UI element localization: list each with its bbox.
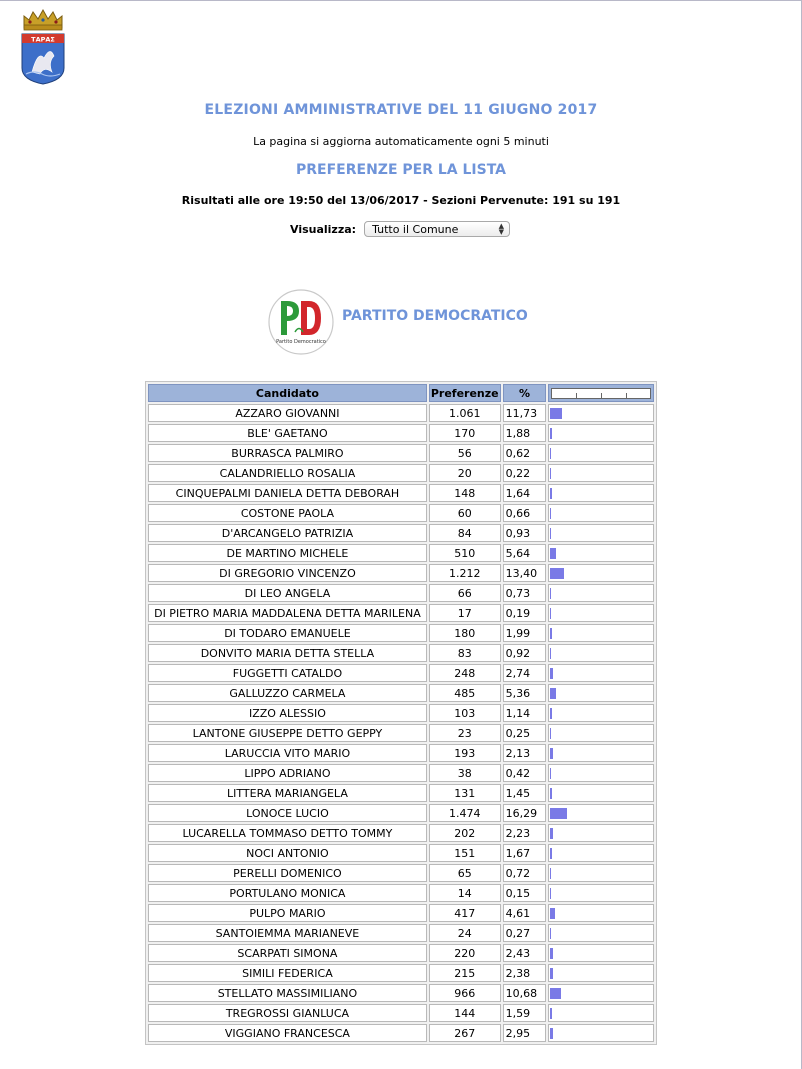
candidate-share-bar bbox=[550, 908, 555, 919]
candidate-percent: 1,14 bbox=[503, 704, 547, 722]
candidate-bar-cell bbox=[548, 984, 654, 1002]
candidate-preferences: 220 bbox=[429, 944, 501, 962]
candidate-share-bar bbox=[550, 728, 551, 739]
candidate-name: PORTULANO MONICA bbox=[148, 884, 427, 902]
table-row bbox=[147, 623, 655, 643]
section-title: PREFERENZE PER LA LISTA bbox=[296, 162, 506, 178]
candidate-percent: 2,13 bbox=[503, 744, 547, 762]
header-preferences: Preferenze bbox=[429, 384, 501, 402]
header-candidate: Candidato bbox=[148, 384, 427, 402]
candidate-share-bar bbox=[550, 548, 556, 559]
candidate-share-bar bbox=[550, 748, 552, 759]
candidate-bar-cell bbox=[548, 544, 654, 562]
candidate-preferences: 215 bbox=[429, 964, 501, 982]
candidate-name: AZZARO GIOVANNI bbox=[148, 404, 427, 422]
candidate-bar-cell bbox=[548, 844, 654, 862]
table-row bbox=[147, 483, 655, 503]
candidate-name: BURRASCA PALMIRO bbox=[148, 444, 427, 462]
candidate-preferences: 485 bbox=[429, 684, 501, 702]
candidate-bar-cell bbox=[548, 604, 654, 622]
table-header-row bbox=[147, 383, 655, 403]
candidate-preferences: 17 bbox=[429, 604, 501, 622]
candidate-share-bar bbox=[550, 1008, 552, 1019]
candidate-bar-cell bbox=[548, 644, 654, 662]
candidate-bar-cell bbox=[548, 1004, 654, 1022]
candidate-percent: 0,42 bbox=[503, 764, 547, 782]
candidate-name: LARUCCIA VITO MARIO bbox=[148, 744, 427, 762]
candidate-name: BLE' GAETANO bbox=[148, 424, 427, 442]
candidate-preferences: 20 bbox=[429, 464, 501, 482]
candidate-name: FUGGETTI CATALDO bbox=[148, 664, 427, 682]
candidate-bar-cell bbox=[548, 964, 654, 982]
candidate-percent: 2,23 bbox=[503, 824, 547, 842]
candidate-bar-cell bbox=[548, 944, 654, 962]
candidate-name: PERELLI DOMENICO bbox=[148, 864, 427, 882]
candidate-preferences: 65 bbox=[429, 864, 501, 882]
candidate-preferences: 84 bbox=[429, 524, 501, 542]
crest-text: ΤΑΡΑΣ bbox=[31, 35, 55, 44]
candidate-share-bar bbox=[550, 648, 551, 659]
candidate-share-bar bbox=[550, 488, 552, 499]
candidate-bar-cell bbox=[548, 824, 654, 842]
candidate-percent: 1,45 bbox=[503, 784, 547, 802]
candidate-percent: 2,43 bbox=[503, 944, 547, 962]
candidate-preferences: 966 bbox=[429, 984, 501, 1002]
candidate-name: LONOCE LUCIO bbox=[148, 804, 427, 822]
candidate-name: LUCARELLA TOMMASO DETTO TOMMY bbox=[148, 824, 427, 842]
candidate-preferences: 151 bbox=[429, 844, 501, 862]
candidate-bar-cell bbox=[548, 864, 654, 882]
candidate-name: VIGGIANO FRANCESCA bbox=[148, 1024, 427, 1042]
candidate-share-bar bbox=[550, 928, 551, 939]
refresh-notice: La pagina si aggiorna automaticamente ogni 5 minuti bbox=[253, 135, 549, 148]
party-logo-icon bbox=[268, 289, 334, 355]
candidate-share-bar bbox=[550, 568, 563, 579]
candidate-share-bar bbox=[550, 1028, 553, 1039]
candidate-share-bar bbox=[550, 588, 551, 599]
candidate-share-bar bbox=[550, 688, 555, 699]
candidate-name: CINQUEPALMI DANIELA DETTA DEBORAH bbox=[148, 484, 427, 502]
table-row bbox=[147, 843, 655, 863]
candidate-bar-cell bbox=[548, 484, 654, 502]
candidate-preferences: 131 bbox=[429, 784, 501, 802]
candidate-percent: 0,72 bbox=[503, 864, 547, 882]
table-row bbox=[147, 823, 655, 843]
candidate-name: NOCI ANTONIO bbox=[148, 844, 427, 862]
table-row bbox=[147, 523, 655, 543]
candidate-percent: 0,92 bbox=[503, 644, 547, 662]
candidate-bar-cell bbox=[548, 684, 654, 702]
candidate-share-bar bbox=[550, 988, 561, 999]
candidate-name: CALANDRIELLO ROSALIA bbox=[148, 464, 427, 482]
candidate-preferences: 144 bbox=[429, 1004, 501, 1022]
header-percent: % bbox=[503, 384, 547, 402]
candidate-share-bar bbox=[550, 888, 551, 899]
table-row bbox=[147, 783, 655, 803]
candidate-share-bar bbox=[550, 808, 566, 819]
candidate-share-bar bbox=[550, 668, 553, 679]
table-row bbox=[147, 503, 655, 523]
candidate-bar-cell bbox=[548, 464, 654, 482]
candidate-preferences: 24 bbox=[429, 924, 501, 942]
candidate-bar-cell bbox=[548, 764, 654, 782]
table-row bbox=[147, 603, 655, 623]
candidate-share-bar bbox=[550, 428, 552, 439]
table-row bbox=[147, 723, 655, 743]
table-row bbox=[147, 643, 655, 663]
candidate-share-bar bbox=[550, 708, 551, 719]
table-row bbox=[147, 763, 655, 783]
table-row bbox=[147, 443, 655, 463]
candidate-name: LIPPO ADRIANO bbox=[148, 764, 427, 782]
candidate-name: DE MARTINO MICHELE bbox=[148, 544, 427, 562]
candidate-percent: 1,67 bbox=[503, 844, 547, 862]
candidate-preferences: 56 bbox=[429, 444, 501, 462]
candidate-bar-cell bbox=[548, 744, 654, 762]
percent-scale-icon bbox=[551, 388, 651, 399]
candidate-percent: 0,93 bbox=[503, 524, 547, 542]
candidate-preferences: 170 bbox=[429, 424, 501, 442]
candidate-name: TREGROSSI GIANLUCA bbox=[148, 1004, 427, 1022]
candidate-name: SCARPATI SIMONA bbox=[148, 944, 427, 962]
candidate-percent: 16,29 bbox=[503, 804, 547, 822]
candidate-name: STELLATO MASSIMILIANO bbox=[148, 984, 427, 1002]
candidate-percent: 2,95 bbox=[503, 1024, 547, 1042]
table-row bbox=[147, 943, 655, 963]
city-crest-icon bbox=[18, 6, 68, 86]
candidate-preferences: 83 bbox=[429, 644, 501, 662]
party-name: PARTITO DEMOCRATICO bbox=[342, 308, 528, 324]
candidate-share-bar bbox=[550, 448, 551, 459]
candidate-preferences: 148 bbox=[429, 484, 501, 502]
candidate-bar-cell bbox=[548, 404, 654, 422]
candidate-preferences: 1.212 bbox=[429, 564, 501, 582]
table-row bbox=[147, 583, 655, 603]
candidate-bar-cell bbox=[548, 804, 654, 822]
table-row bbox=[147, 563, 655, 583]
candidate-percent: 0,66 bbox=[503, 504, 547, 522]
candidate-preferences: 103 bbox=[429, 704, 501, 722]
candidate-percent: 0,62 bbox=[503, 444, 547, 462]
candidate-percent: 1,64 bbox=[503, 484, 547, 502]
candidate-bar-cell bbox=[548, 704, 654, 722]
candidate-name: SIMILI FEDERICA bbox=[148, 964, 427, 982]
candidate-share-bar bbox=[550, 628, 552, 639]
candidate-percent: 0,22 bbox=[503, 464, 547, 482]
table-row bbox=[147, 923, 655, 943]
table-row bbox=[147, 803, 655, 823]
window-top-border bbox=[0, 0, 802, 1]
candidate-preferences: 60 bbox=[429, 504, 501, 522]
candidate-bar-cell bbox=[548, 504, 654, 522]
candidate-name: DI GREGORIO VINCENZO bbox=[148, 564, 427, 582]
candidate-preferences: 38 bbox=[429, 764, 501, 782]
candidate-name: DI LEO ANGELA bbox=[148, 584, 427, 602]
candidate-share-bar bbox=[550, 788, 551, 799]
candidate-preferences: 417 bbox=[429, 904, 501, 922]
candidate-share-bar bbox=[550, 848, 552, 859]
candidate-name: COSTONE PAOLA bbox=[148, 504, 427, 522]
candidate-bar-cell bbox=[548, 664, 654, 682]
table-row bbox=[147, 963, 655, 983]
table-row bbox=[147, 1003, 655, 1023]
table-row bbox=[147, 463, 655, 483]
candidate-preferences: 14 bbox=[429, 884, 501, 902]
candidate-share-bar bbox=[550, 868, 551, 879]
table-row bbox=[147, 1023, 655, 1043]
candidate-percent: 4,61 bbox=[503, 904, 547, 922]
table-row bbox=[147, 883, 655, 903]
candidate-preferences: 23 bbox=[429, 724, 501, 742]
candidate-preferences: 1.474 bbox=[429, 804, 501, 822]
view-filter-label: Visualizza: bbox=[290, 222, 357, 236]
candidate-name: LANTONE GIUSEPPE DETTO GEPPY bbox=[148, 724, 427, 742]
candidate-percent: 2,38 bbox=[503, 964, 547, 982]
candidate-percent: 0,19 bbox=[503, 604, 547, 622]
candidate-percent: 13,40 bbox=[503, 564, 547, 582]
table-row bbox=[147, 663, 655, 683]
candidate-name: DI PIETRO MARIA MADDALENA DETTA MARILENA bbox=[148, 604, 427, 622]
candidate-percent: 1,99 bbox=[503, 624, 547, 642]
candidate-share-bar bbox=[550, 968, 552, 979]
candidate-bar-cell bbox=[548, 884, 654, 902]
candidate-percent: 11,73 bbox=[503, 404, 547, 422]
candidate-preferences: 180 bbox=[429, 624, 501, 642]
candidate-bar-cell bbox=[548, 924, 654, 942]
candidate-percent: 1,88 bbox=[503, 424, 547, 442]
candidate-percent: 2,74 bbox=[503, 664, 547, 682]
candidate-percent: 5,36 bbox=[503, 684, 547, 702]
header-scale bbox=[548, 384, 654, 402]
candidate-bar-cell bbox=[548, 424, 654, 442]
candidate-percent: 0,73 bbox=[503, 584, 547, 602]
candidate-share-bar bbox=[550, 528, 551, 539]
candidate-preferences: 510 bbox=[429, 544, 501, 562]
candidate-name: DONVITO MARIA DETTA STELLA bbox=[148, 644, 427, 662]
candidate-name: SANTOIEMMA MARIANEVE bbox=[148, 924, 427, 942]
candidate-share-bar bbox=[550, 768, 551, 779]
preferences-table bbox=[145, 381, 657, 1045]
table-row bbox=[147, 683, 655, 703]
candidate-percent: 0,25 bbox=[503, 724, 547, 742]
table-row bbox=[147, 403, 655, 423]
candidate-bar-cell bbox=[548, 624, 654, 642]
candidate-name: GALLUZZO CARMELA bbox=[148, 684, 427, 702]
candidate-percent: 10,68 bbox=[503, 984, 547, 1002]
candidate-preferences: 267 bbox=[429, 1024, 501, 1042]
candidate-bar-cell bbox=[548, 444, 654, 462]
candidate-name: IZZO ALESSIO bbox=[148, 704, 427, 722]
select-arrows-icon: ▲ ▼ bbox=[498, 222, 505, 236]
candidate-bar-cell bbox=[548, 904, 654, 922]
candidate-bar-cell bbox=[548, 1024, 654, 1042]
candidate-share-bar bbox=[550, 508, 551, 519]
candidate-name: LITTERA MARIANGELA bbox=[148, 784, 427, 802]
candidate-share-bar bbox=[550, 608, 551, 619]
candidate-percent: 1,59 bbox=[503, 1004, 547, 1022]
candidate-share-bar bbox=[550, 948, 552, 959]
table-row bbox=[147, 423, 655, 443]
table-row bbox=[147, 903, 655, 923]
view-select-value: Tutto il Comune bbox=[372, 222, 459, 236]
candidate-bar-cell bbox=[548, 584, 654, 602]
candidate-preferences: 1.061 bbox=[429, 404, 501, 422]
table-row bbox=[147, 703, 655, 723]
candidate-percent: 0,15 bbox=[503, 884, 547, 902]
candidate-percent: 5,64 bbox=[503, 544, 547, 562]
candidate-preferences: 193 bbox=[429, 744, 501, 762]
table-row bbox=[147, 983, 655, 1003]
view-select[interactable] bbox=[364, 221, 510, 237]
party-logo-caption: Partito Democratico bbox=[276, 339, 326, 345]
candidate-share-bar bbox=[550, 828, 552, 839]
results-status: Risultati alle ore 19:50 del 13/06/2017 - Sezioni Pervenute: 191 su 191 bbox=[181, 194, 621, 207]
table-row bbox=[147, 743, 655, 763]
candidate-share-bar bbox=[550, 468, 551, 479]
candidate-share-bar bbox=[550, 408, 562, 419]
candidate-bar-cell bbox=[548, 524, 654, 542]
candidate-bar-cell bbox=[548, 564, 654, 582]
candidate-name: D'ARCANGELO PATRIZIA bbox=[148, 524, 427, 542]
table-row bbox=[147, 543, 655, 563]
candidate-bar-cell bbox=[548, 724, 654, 742]
page-title: ELEZIONI AMMINISTRATIVE DEL 11 GIUGNO 2017 bbox=[204, 102, 598, 118]
candidate-name: DI TODARO EMANUELE bbox=[148, 624, 427, 642]
candidate-preferences: 202 bbox=[429, 824, 501, 842]
candidate-bar-cell bbox=[548, 784, 654, 802]
candidate-percent: 0,27 bbox=[503, 924, 547, 942]
candidate-name: PULPO MARIO bbox=[148, 904, 427, 922]
table-row bbox=[147, 863, 655, 883]
candidate-preferences: 66 bbox=[429, 584, 501, 602]
view-filter bbox=[290, 220, 510, 238]
candidate-preferences: 248 bbox=[429, 664, 501, 682]
